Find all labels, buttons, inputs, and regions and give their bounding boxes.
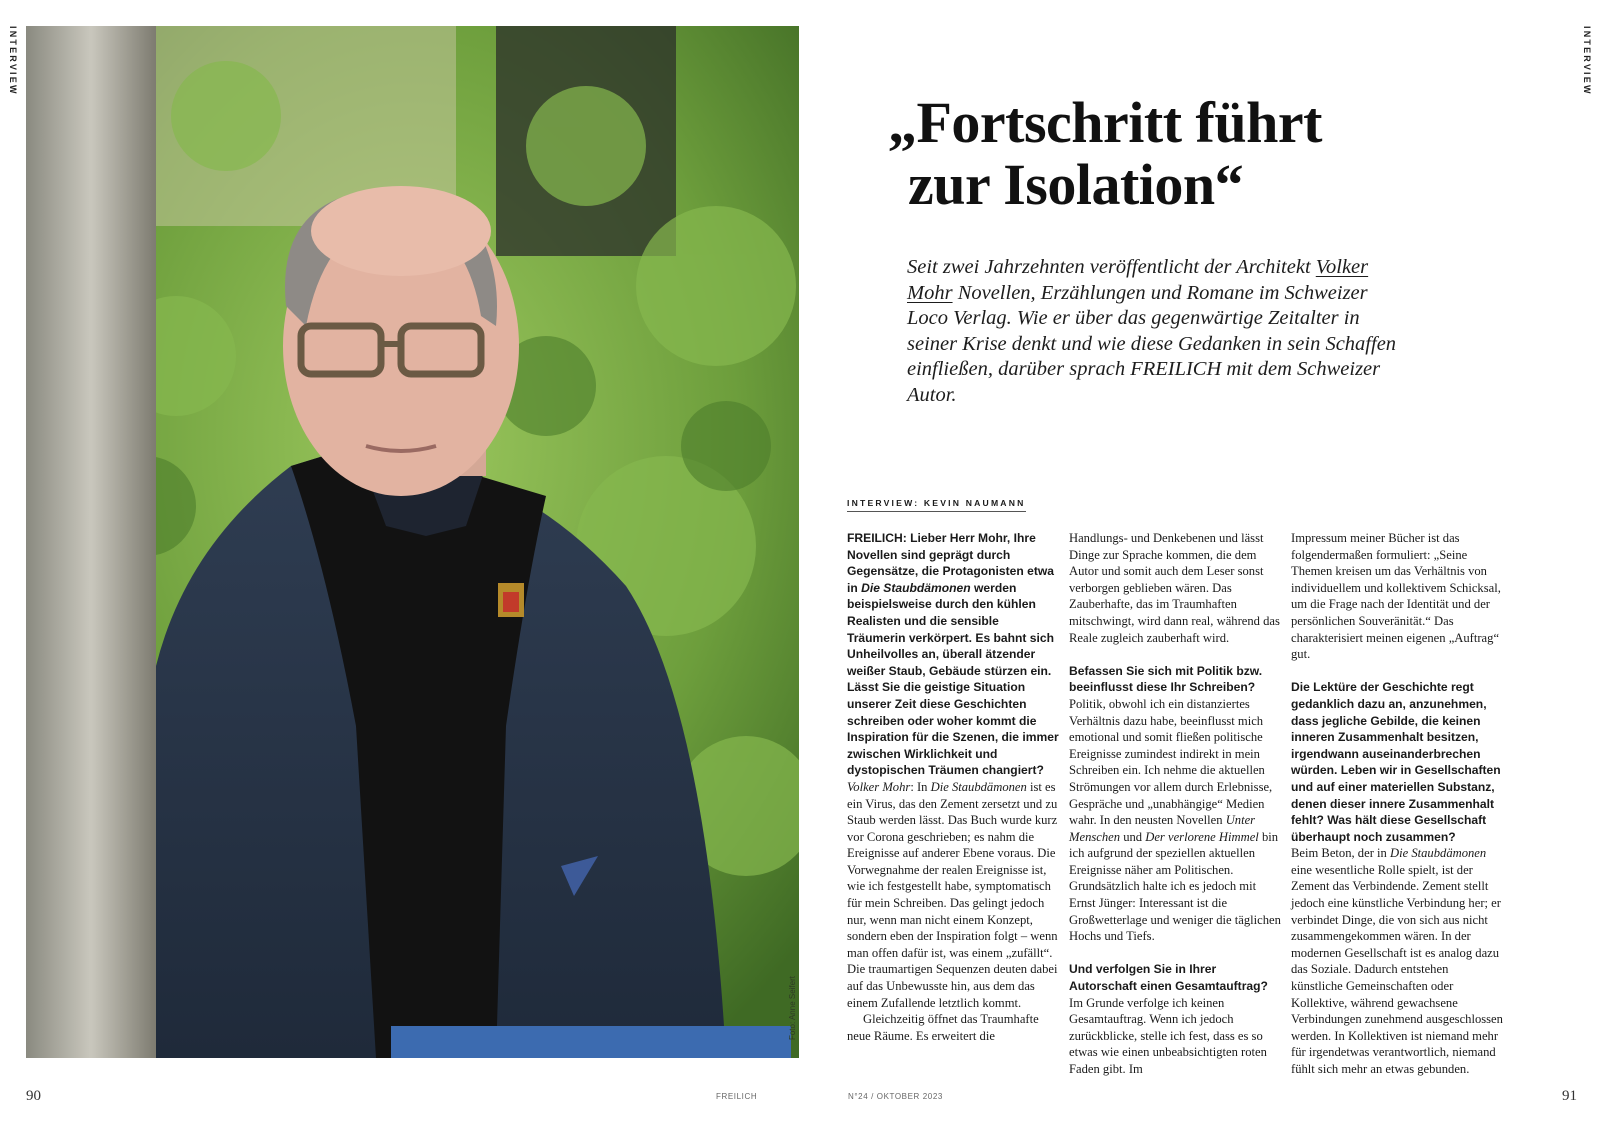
text-column-2: [1069, 530, 1281, 1078]
answer-text: bin ich aufgrund der speziellen aktuellen Ereignisse näher am Politischen. Grundsätzlich halte ich es jedoch mit Ernst Jünger: Interessant ist die Großwetterlage und weniger die täglichen Hochs und Tiefs.: [1069, 829, 1281, 944]
italic-text: Unter Menschen: [1069, 813, 1256, 844]
photo-credit: Foto: Anne Seifert: [788, 976, 797, 1041]
author-portrait-photo: [26, 26, 799, 1058]
author-name: Volker Mohr: [907, 256, 1369, 304]
portrait-illustration: [26, 26, 799, 1058]
intro-text-1: Seit zwei Jahrzehnten veröffentlicht der Architekt: [907, 256, 1316, 278]
article-paragraph: [1291, 530, 1503, 663]
answer-text: ist es ein Virus, das den Zement zersetzt und zu Staub werden lässt. Das Buch wurde kurz vor Corona geschrieben; es nahm die Ereignisse auf anderer Ebene voraus. Die Vorwegnahme der realen Ereignisse ist, wie ich festgestellt habe, symptomatisch für mein Schreiben. Das gelingt jedoch nur, wenn man nicht einem Konzept, sondern eben der Inspiration folgt – wenn man offen dafür ist, was einem „zufällt“. Die traumartigen Sequenzen deuten dabei auf das Unbewusste hin, aus dem das einem Zufallende letztlich kommt.: [847, 779, 1058, 1010]
section-label-right: INTERVIEW: [1582, 26, 1592, 96]
byline: INTERVIEW: KEVIN NAUMANN: [847, 498, 1026, 512]
article-paragraph: [1069, 530, 1281, 646]
headline: [888, 92, 1322, 216]
article-paragraph: [1291, 679, 1503, 1077]
answer-text: Gleichzeitig öffnet das Traumhafte neue Räume. Es erweitert die: [847, 1012, 1039, 1043]
answer-text: und: [1120, 829, 1146, 844]
intro-lead: [907, 255, 1397, 409]
italic-text: Die Staubdämonen: [1390, 846, 1487, 861]
headline-line-1: „Fortschritt führt: [888, 90, 1322, 155]
footer-magazine: FREILICH: [716, 1092, 758, 1101]
answer-text: Impressum meiner Bücher ist das folgendermaßen formuliert: „Seine Themen kreisen um das Verhältnis von individuellem und kollektivem Schicksal, um die Frage nach der Identität und der persönlichen Souveränität.“ Das charakterisiert meinen eigenen „Auftrag“ gut.: [1291, 531, 1501, 662]
answer-text: Beim Beton, der in: [1291, 846, 1390, 861]
headline-line-2: zur Isolation“: [908, 152, 1244, 217]
article-paragraph: [847, 530, 1059, 1011]
interview-question: Befassen Sie sich mit Politik bzw. beeinflusst diese Ihr Schreiben?: [1069, 663, 1263, 695]
intro-text-2: Novellen, Erzählungen und Romane im Schweizer Loco Verlag. Wie er über das gegenwärtige Zeitalter in seiner Krise denkt und wie diese Gedanken in sein Schaffen einfließen, darüber sprach FREILICH mit dem Schweizer Autor.: [907, 281, 1397, 406]
interview-question: Und verfolgen Sie in Ihrer Autorschaft einen Gesamtauftrag?: [1069, 962, 1268, 994]
italic-text: Die Staubdämonen: [930, 779, 1027, 794]
interview-question: werden beispielsweise durch den kühlen Realisten und die sensible Träumerin verkörpert. Es bahnt sich Unheilvolles an, überall ätzender weißer Staub, Gebäude stürzen ein. Lässt Sie die geistige Situation unserer Zeit diese Geschichten schreiben oder woher kommt die Inspiration für die Szenen, die immer zwischen Wirklichkeit und dystopischen Träumen changiert?: [847, 580, 1059, 778]
answer-text: Politik, obwohl ich ein distanziertes Verhältnis dazu habe, beeinflusst mich emotional und somit fließen politische Ereignisse zumindest indirekt in mein Schreiben ein. Ich nehme die aktuellen Strömungen vor allem durch Erlebnisse, Gespräche und „unabhängige“ Medien wahr. In den neusten Novellen: [1069, 696, 1273, 828]
interview-question: Die Lektüre der Geschichte regt gedanklich dazu an, anzunehmen, dass jegliche Gebilde, die keinen inneren Zusammenhalt besitzen, irgendwann auseinanderbrechen würden. Leben wir in Gesellschaften und auf einer materiellen Substanz, denen dieser innere Zusammenhalt fehlt? Was hält diese Gesellschaft überhaupt noch zusammen?: [1291, 680, 1501, 844]
italic-text: Der verlorene Himmel: [1145, 829, 1259, 844]
text-column-3: [1291, 530, 1503, 1078]
answer-text: Handlungs- und Denkebenen und lässt Dinge zur Sprache kommen, die dem Autor und somit auch dem Leser sonst verborgen geblieben wären. Das Zauberhafte, das im Traumhaften mitschwingt, wird dann real, während das Reale zugleich zauberhaft wird.: [1069, 531, 1280, 645]
book-title: Die Staubdämonen: [861, 580, 971, 595]
footer-issue: N°24 / OKTOBER 2023: [848, 1092, 943, 1101]
italic-text: Volker Mohr: [847, 779, 911, 794]
article-paragraph: [1069, 663, 1281, 945]
answer-text: Im Grunde verfolge ich keinen Gesamtauftrag. Wenn ich jedoch zurückblicke, stelle ich fest, dass es so etwas wie einen unbeabsichtigten roten Faden gibt. Im: [1069, 995, 1267, 1076]
answer-text: eine wesentliche Rolle spielt, ist der Zement das Verbindende. Zement stellt jedoch eine künstliche Verbindung her; er verbindet Dinge, die von sich aus nicht zusammengekommen wären. In der modernen Gesellschaft ist es analog dazu das Soziale. Dadurch entstehen künstliche Gemeinschaften oder Kollektive, während gewachsene Verbindungen zunehmend ausgeschlossen werden. In Kollektiven ist niemand mehr für irgendetwas verantwortlich, niemand fühlt sich mehr an etwas gebunden.: [1291, 862, 1503, 1076]
page-number-right: 91: [1562, 1088, 1577, 1104]
answer-text: : In: [910, 779, 931, 794]
text-column-1: [847, 530, 1059, 1044]
article-paragraph: [847, 1011, 1059, 1044]
article-paragraph: [1069, 961, 1281, 1077]
page-number-left: 90: [26, 1088, 41, 1104]
section-label-left: INTERVIEW: [8, 26, 18, 96]
interview-question: FREILICH: Lieber Herr Mohr, Ihre Novellen sind geprägt durch Gegensätze, die Protagonisten etwa in: [847, 531, 1054, 595]
